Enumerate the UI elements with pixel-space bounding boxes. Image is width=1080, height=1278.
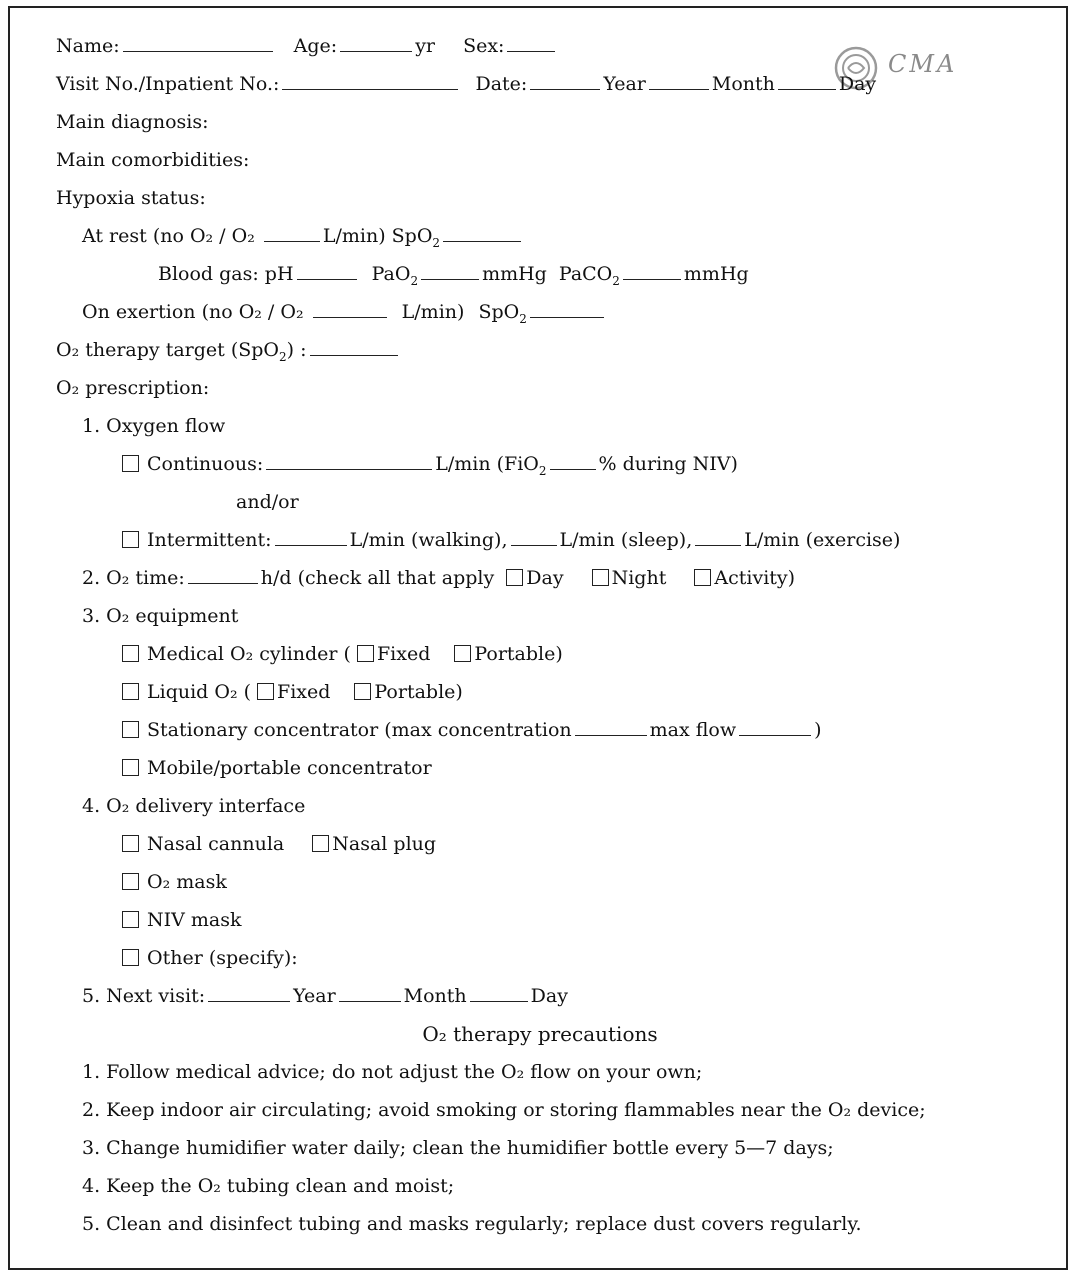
date-month-field[interactable] — [649, 71, 709, 90]
o2-time-label: 2. O₂ time: — [82, 567, 185, 589]
cannula-checkbox[interactable] — [122, 835, 139, 852]
age-unit: yr — [415, 35, 436, 57]
night-checkbox[interactable] — [592, 569, 609, 586]
niv-mask-checkbox[interactable] — [122, 911, 139, 928]
main-comorbidities: Main comorbidities: — [56, 149, 250, 171]
next-visit-label: 5. Next visit: — [82, 985, 206, 1007]
other-row — [122, 945, 298, 971]
fio2-field[interactable] — [550, 451, 596, 470]
date-day-field[interactable] — [778, 71, 836, 90]
cylinder-row — [122, 641, 563, 667]
logo-text: CMA — [888, 50, 958, 78]
target-field[interactable] — [310, 337, 398, 356]
walk-flow-field[interactable] — [275, 527, 347, 546]
paco2-field[interactable] — [623, 261, 681, 280]
continuous-unit: L/min (FiO — [435, 453, 539, 475]
pao2-unit: mmHg — [482, 263, 547, 285]
concentrator-close: ) — [814, 719, 822, 741]
max-flow-field[interactable] — [739, 717, 811, 736]
active-spo2-field[interactable] — [530, 299, 604, 318]
visit-field[interactable] — [282, 71, 458, 90]
header-row-1 — [56, 33, 558, 59]
rest-row: At rest (no O₂ / O₂ L/min) SpO$_2$ — [82, 223, 524, 256]
active-row: On exertion (no O₂ / O₂ L/min) SpO$_2$ — [82, 299, 607, 332]
liquid-checkbox[interactable] — [122, 683, 139, 700]
blood-gas-row: Blood gas: pH PaO$_2$ mmHg PaCO$_2$ mmHg — [158, 263, 749, 288]
o2-time-unit: h/d (check all that apply — [260, 567, 495, 589]
day-checkbox[interactable] — [506, 569, 523, 586]
paco2-label: PaCO — [558, 263, 613, 285]
cylinder-label: Medical O₂ cylinder ( — [147, 643, 351, 665]
target-label: O₂ therapy target (SpO — [56, 339, 279, 361]
plug-checkbox[interactable] — [312, 835, 329, 852]
date-year: Year — [603, 73, 646, 95]
exercise-label: L/min (exercise) — [744, 529, 901, 551]
name-field[interactable] — [123, 33, 273, 52]
cylinder-portable-label: Portable) — [474, 643, 563, 665]
continuous-row: Continuous: L/min (FiO$_2$ % during NIV) — [122, 451, 738, 484]
liquid-fixed-label: Fixed — [277, 681, 331, 703]
main-diagnosis: Main diagnosis: — [56, 111, 209, 133]
section-2 — [82, 565, 795, 591]
cylinder-checkbox[interactable] — [122, 645, 139, 662]
name-label: Name: — [56, 35, 120, 57]
visit-label: Visit No./Inpatient No.: — [56, 73, 280, 95]
target-row: O₂ therapy target (SpO$_2$) : — [56, 337, 401, 370]
mask-row — [122, 869, 227, 895]
intermittent-checkbox[interactable] — [122, 531, 139, 548]
rest-unit: L/min) SpO — [322, 225, 433, 247]
o2-time-field[interactable] — [188, 565, 258, 584]
bga-label: Blood gas: pH — [158, 263, 294, 285]
next-day-field[interactable] — [470, 983, 528, 1002]
rest-flow-field[interactable] — [264, 223, 320, 242]
liquid-fixed-checkbox[interactable] — [257, 683, 274, 700]
date-month: Month — [711, 73, 775, 95]
section-4: 4. O₂ delivery interface — [82, 795, 306, 817]
cylinder-portable-checkbox[interactable] — [454, 645, 471, 662]
note-item: 2. Keep indoor air circulating; avoid smoking or storing flammables near the O₂ device; — [82, 1099, 926, 1121]
continuous-label: Continuous: — [147, 453, 264, 475]
sleep-flow-field[interactable] — [511, 527, 557, 546]
next-year-field[interactable] — [208, 983, 290, 1002]
continuous-flow-field[interactable] — [266, 451, 432, 470]
note-item: 4. Keep the O₂ tubing clean and moist; — [82, 1175, 455, 1197]
next-year: Year — [293, 985, 336, 1007]
prescription-title: O₂ prescription: — [56, 377, 210, 399]
liquid-portable-checkbox[interactable] — [354, 683, 371, 700]
andor: and/or — [236, 491, 299, 513]
note-item: 1. Follow medical advice; do not adjust the O₂ flow on your own; — [82, 1061, 703, 1083]
walk-label: L/min (walking), — [349, 529, 508, 551]
section-3: 3. O₂ equipment — [82, 605, 239, 627]
max-concentration-field[interactable] — [575, 717, 647, 736]
other-label: Other (specify): — [147, 947, 298, 969]
target-close: ) : — [286, 339, 307, 361]
rest-prefix: At rest (no O₂ / O₂ — [82, 225, 261, 247]
mobile-label: Mobile/portable concentrator — [147, 757, 432, 779]
date-year-field[interactable] — [530, 71, 600, 90]
active-unit: L/min) — [401, 301, 465, 323]
notes-title: O₂ therapy precautions — [422, 1022, 658, 1046]
pao2-label: PaO — [371, 263, 411, 285]
section-5 — [82, 983, 568, 1009]
rest-spo2-field[interactable] — [443, 223, 521, 242]
day-label: Day — [526, 567, 564, 589]
concentrator-row — [122, 717, 822, 743]
concentrator-checkbox[interactable] — [122, 721, 139, 738]
continuous-tail: % during NIV) — [598, 453, 738, 475]
liquid-row — [122, 679, 463, 705]
date-label: Date: — [475, 73, 528, 95]
niv-mask-label: NIV mask — [147, 909, 242, 931]
plug-label: Nasal plug — [332, 833, 437, 855]
header-row-2 — [56, 71, 876, 97]
activity-label: Activity) — [714, 567, 796, 589]
age-label: Age: — [293, 35, 338, 57]
night-label: Night — [611, 567, 667, 589]
active-flow-field[interactable] — [313, 299, 387, 318]
sex-field[interactable] — [507, 33, 555, 52]
mobile-row — [122, 755, 432, 781]
niv-mask-row — [122, 907, 242, 933]
note-item: 3. Change humidifier water daily; clean the humidifier bottle every 5—7 days; — [82, 1137, 834, 1159]
intermittent-label: Intermittent: — [147, 529, 272, 551]
mobile-checkbox[interactable] — [122, 759, 139, 776]
liquid-portable-label: Portable) — [374, 681, 463, 703]
continuous-checkbox[interactable] — [122, 455, 139, 472]
max-flow-label: max flow — [649, 719, 737, 741]
cylinder-fixed-label: Fixed — [376, 643, 431, 665]
ph-field[interactable] — [297, 261, 357, 280]
pao2-field[interactable] — [421, 261, 479, 280]
exercise-flow-field[interactable] — [695, 527, 741, 546]
other-checkbox[interactable] — [122, 949, 139, 966]
mask-label: O₂ mask — [147, 871, 227, 893]
concentrator-label: Stationary concentrator (max concentration — [147, 719, 572, 741]
next-month: Month — [403, 985, 467, 1007]
next-month-field[interactable] — [339, 983, 401, 1002]
cannula-label: Nasal cannula — [147, 833, 285, 855]
sleep-label: L/min (sleep), — [559, 529, 693, 551]
paco2-unit: mmHg — [683, 263, 749, 285]
mask-checkbox[interactable] — [122, 873, 139, 890]
active-spo2-label: SpO — [478, 301, 520, 323]
cylinder-fixed-checkbox[interactable] — [357, 645, 374, 662]
hypoxia-title: Hypoxia status: — [56, 187, 206, 209]
age-field[interactable] — [340, 33, 412, 52]
note-item: 5. Clean and disinfect tubing and masks regularly; replace dust covers regularly. — [82, 1213, 862, 1235]
next-day: Day — [530, 985, 568, 1007]
section-1: 1. Oxygen flow — [82, 415, 226, 437]
date-day: Day — [838, 73, 877, 95]
activity-checkbox[interactable] — [694, 569, 711, 586]
cannula-row — [122, 831, 436, 857]
active-prefix: On exertion (no O₂ / O₂ — [82, 301, 310, 323]
sex-label: Sex: — [463, 35, 505, 57]
liquid-label: Liquid O₂ ( — [147, 681, 252, 703]
intermittent-row — [122, 527, 900, 553]
